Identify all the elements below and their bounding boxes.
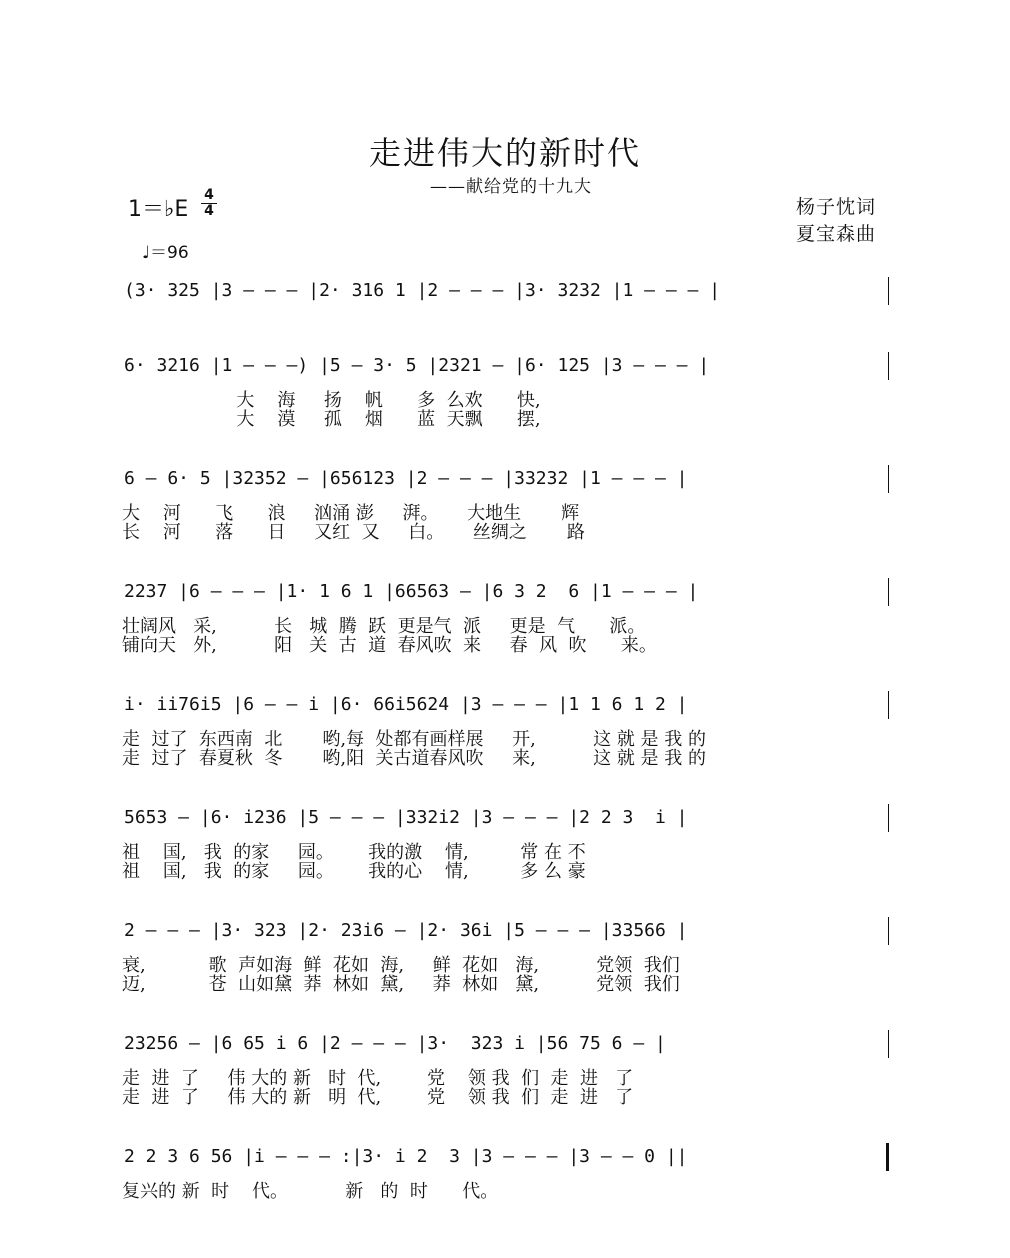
- lyrics-verse-1: 走 过了 东西南 北 哟,每 处都有画样展 开, 这 就 是 我 的: [122, 729, 706, 750]
- lyrics-verse-2: 走 进 了 伟 大的 新 明 代, 党 领 我 们 走 进 了: [122, 1087, 634, 1108]
- lyrics-verse-1: 壮阔风 采, 长 城 腾 跃 更是气 派 更是 气 派。: [122, 616, 646, 637]
- score-row-3: [0, 468, 1010, 568]
- barline: [888, 917, 889, 945]
- lyrics-verse-1: 大 河 飞 浪 汹涌 澎 湃。 大地生 辉: [122, 503, 580, 524]
- lyrics-verse-2: 祖 国, 我 的家 园。 我的心 情, 多 么 豪: [122, 861, 586, 882]
- notation-line: 5653 — |6· i236 |5 — — — |332i2 |3 — — — |2 2 3 i |: [124, 807, 688, 828]
- composer-credit: 夏宝森曲: [796, 223, 877, 245]
- notation-line: 6 — 6· 5 |32352 — |656123 |2 — — — |33232 |1 — — — |: [124, 468, 688, 489]
- lyrics-verse-1: 衰, 歌 声如海 鲜 花如 海, 鲜 花如 海, 党领 我们: [122, 955, 680, 976]
- barline: [888, 1030, 889, 1058]
- final-barline: [886, 1143, 889, 1171]
- barline: [888, 465, 889, 493]
- time-signature-top: 4: [204, 187, 214, 203]
- lyrics-verse-2: 铺向天 外, 阳 关 古 道 春风吹 来 春 风 吹 来。: [122, 635, 657, 656]
- barline: [888, 578, 889, 606]
- lyrics-verse-2: 大 漠 孤 烟 蓝 天飘 摆,: [122, 409, 541, 430]
- score-row-7: [0, 920, 1010, 1020]
- song-subtitle: ——献给党的十九大: [430, 177, 592, 197]
- lyrics-verse-2: 走 过了 春夏秋 冬 哟,阳 关古道春风吹 来, 这 就 是 我 的: [122, 748, 706, 769]
- time-signature-bottom: 4: [204, 203, 214, 219]
- score-row-6: [0, 807, 1010, 907]
- score-row-2: [0, 355, 1010, 455]
- lyrics-verse-2: 迈, 苍 山如黛 莽 林如 黛, 莽 林如 黛, 党领 我们: [122, 974, 680, 995]
- notation-line: 6· 3216 |1 — — —) |5 — 3· 5 |2321 — |6· 125 |3 — — — |: [124, 355, 710, 376]
- notation-line: 2 — — — |3· 323 |2· 23i6 — |2· 36i |5 — — — |33566 |: [124, 920, 688, 941]
- song-title: 走进伟大的新时代: [368, 134, 641, 172]
- lyrics-verse-1: 走 进 了 伟 大的 新 时 代, 党 领 我 们 走 进 了: [122, 1068, 634, 1089]
- lyricist-credit: 杨子忱词: [796, 196, 877, 218]
- lyrics-verse-1: 复兴的 新 时 代。 新 的 时 代。: [122, 1181, 499, 1202]
- score-row-5: [0, 694, 1010, 794]
- lyrics-verse-1: 祖 国, 我 的家 园。 我的激 情, 常 在 不: [122, 842, 586, 863]
- notation-line: 2237 |6 — — — |1· 1 6 1 |66563 — |6 3 2 6 |1 — — — |: [124, 581, 699, 602]
- notation-line: 23256 — |6 65 i 6 |2 — — — |3· 323 i |56 75 6 — |: [124, 1033, 666, 1054]
- notation-line: (3· 325 |3 — — — |2· 316 1 |2 — — — |3· 3232 |1 — — — |: [124, 280, 721, 301]
- score-row-9: [0, 1146, 1010, 1246]
- barline: [888, 352, 889, 380]
- barline: [888, 804, 889, 832]
- time-signature: [200, 188, 218, 219]
- lyrics-verse-2: 长 河 落 日 又红 又 白。 丝绸之 路: [122, 522, 585, 543]
- barline: [888, 691, 889, 719]
- score-row-4: [0, 581, 1010, 681]
- barline: [888, 277, 889, 305]
- score-row-8: [0, 1033, 1010, 1133]
- notation-line: i· ii76i5 |6 — — i |6· 66i5624 |3 — — — |1 1 6 1 2 |: [124, 694, 688, 715]
- key-signature: 1＝♭E: [128, 197, 189, 222]
- lyrics-verse-1: 大 海 扬 帆 多 么欢 快,: [122, 390, 541, 411]
- tempo-marking: ♩＝96: [142, 243, 189, 263]
- notation-line: 2 2 3 6 56 |i — — — :|3· i 2 3 |3 — — — |3 — — 0 ||: [124, 1146, 688, 1167]
